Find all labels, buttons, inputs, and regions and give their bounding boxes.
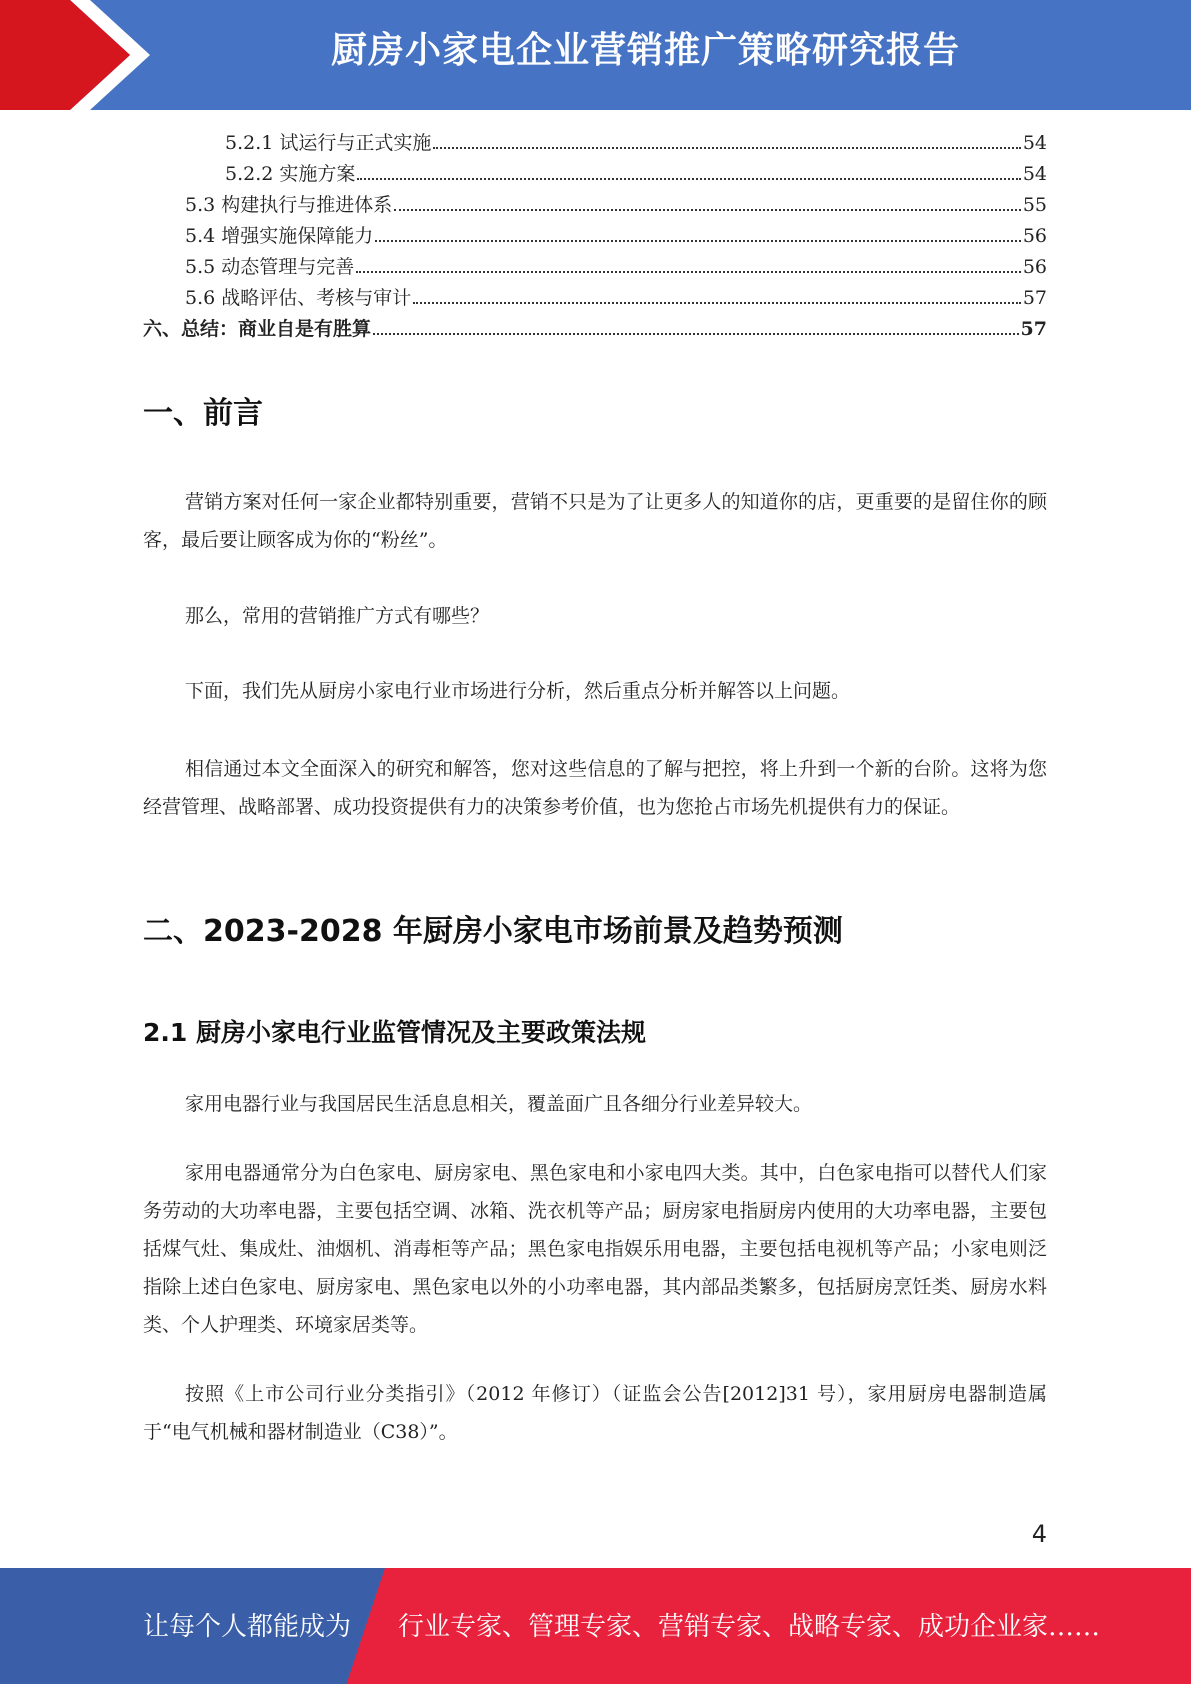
header-red-accent bbox=[0, 0, 70, 110]
footer-slogan-right: 行业专家、管理专家、营销专家、战略专家、成功企业家…… bbox=[398, 1612, 1101, 1642]
toc-leader-dots bbox=[373, 333, 1019, 335]
toc-entry-page: 54 bbox=[1022, 132, 1047, 154]
toc-entry-page: 54 bbox=[1022, 163, 1047, 185]
toc-leader-dots bbox=[433, 147, 1020, 149]
paragraph: 按照《上市公司行业分类指引》（2012 年修订）（证监会公告[2012]31 号），家用厨房电器制造属于“电气机械和器材制造业（C38）”。 bbox=[143, 1383, 1047, 1443]
page-footer bbox=[0, 1568, 1191, 1684]
section-heading-market-outlook: 二、2023-2028 年厨房小家电市场前景及趋势预测 bbox=[143, 914, 843, 949]
paragraph: 营销方案对任何一家企业都特别重要，营销不只是为了让更多人的知道你的店，更重要的是留住你的顾客，最后要让顾客成为你的“粉丝”。 bbox=[143, 491, 1047, 551]
toc-entry-label: 六、总结：商业自是有胜算 bbox=[143, 318, 372, 340]
toc-entry-label: 5.4 增强实施保障能力 bbox=[185, 225, 374, 247]
toc-entry-label: 5.2.1 试运行与正式实施 bbox=[225, 132, 432, 154]
paragraph: 家用电器行业与我国居民生活息息相关，覆盖面广且各细分行业差异较大。 bbox=[185, 1093, 813, 1115]
toc-leader-dots bbox=[375, 240, 1021, 242]
paragraph: 家用电器通常分为白色家电、厨房家电、黑色家电和小家电四大类。其中，白色家电指可以替代人们家务劳动的大功率电器，主要包括空调、冰箱、洗衣机等产品；厨房家电指厨房内使用的大功率电器，主要包括煤气灶、集成灶、油烟机、消毒柜等产品；黑色家电指娱乐用电器，主要包括电视机等产品；小家电则泛指除上述白色家电、厨房家电、黑色家电以外的小功率电器，其内部品类繁多，包括厨房烹饪类、厨房水料类、个人护理类、环境家居类等。 bbox=[143, 1162, 1047, 1336]
page-number: 4 bbox=[1031, 1520, 1047, 1548]
document-title: 厨房小家电企业营销推广策略研究报告 bbox=[330, 30, 960, 71]
header-chevron-icon bbox=[70, 0, 160, 110]
page-header bbox=[0, 0, 1191, 110]
toc-entry[interactable] bbox=[143, 314, 1047, 345]
paragraph: 那么，常用的营销推广方式有哪些？ bbox=[185, 605, 490, 627]
subsection-heading: 2.1 厨房小家电行业监管情况及主要政策法规 bbox=[143, 1018, 646, 1047]
toc-entry-page: 57 bbox=[1022, 287, 1047, 309]
toc-leader-dots bbox=[357, 178, 1020, 180]
toc-entry[interactable] bbox=[143, 159, 1047, 190]
paragraph: 下面，我们先从厨房小家电行业市场进行分析，然后重点分析并解答以上问题。 bbox=[185, 680, 851, 702]
toc-entry[interactable] bbox=[143, 221, 1047, 252]
paragraph: 相信通过本文全面深入的研究和解答，您对这些信息的了解与把控，将上升到一个新的台阶。这将为您经营管理、战略部署、成功投资提供有力的决策参考价值，也为您抢占市场先机提供有力的保证。 bbox=[143, 758, 1047, 818]
section-heading-preface: 一、前言 bbox=[143, 396, 263, 431]
footer-slogan-left: 让每个人都能成为 bbox=[143, 1612, 352, 1642]
toc-entry-page: 56 bbox=[1022, 225, 1047, 247]
toc-entry-label: 5.5 动态管理与完善 bbox=[185, 256, 355, 278]
toc-entry-label: 5.2.2 实施方案 bbox=[225, 163, 356, 185]
toc-entry-page: 57 bbox=[1020, 318, 1047, 340]
toc-leader-dots bbox=[394, 209, 1021, 211]
toc-entry[interactable] bbox=[143, 190, 1047, 221]
toc-entry-page: 56 bbox=[1022, 256, 1047, 278]
toc-entry[interactable] bbox=[143, 252, 1047, 283]
toc-entry-page: 55 bbox=[1022, 194, 1047, 216]
toc-entry[interactable] bbox=[143, 128, 1047, 159]
toc-leader-dots bbox=[356, 271, 1021, 273]
toc-leader-dots bbox=[413, 302, 1021, 304]
table-of-contents bbox=[143, 128, 1047, 345]
toc-entry-label: 5.6 战略评估、考核与审计 bbox=[185, 287, 412, 309]
toc-entry-label: 5.3 构建执行与推进体系 bbox=[185, 194, 393, 216]
toc-entry[interactable] bbox=[143, 283, 1047, 314]
